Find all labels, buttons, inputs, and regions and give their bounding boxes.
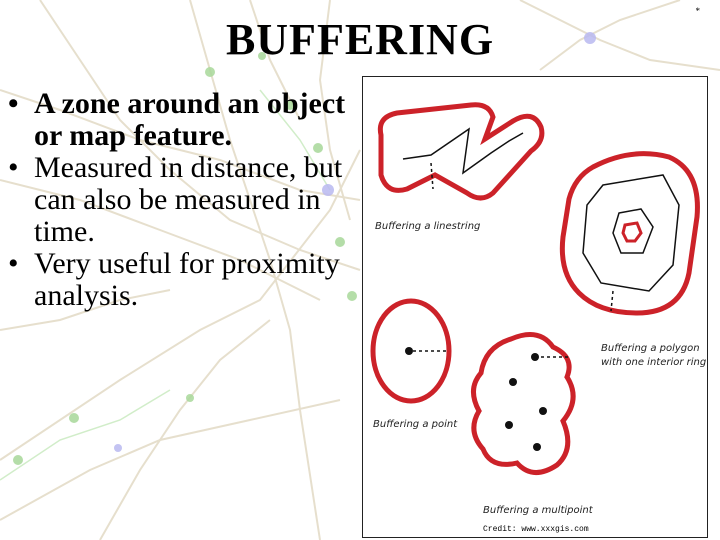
bullet-item <box>8 152 358 248</box>
caption-polygon-ring: with one interior ring <box>601 357 707 368</box>
multipoint-feature <box>533 443 541 451</box>
bullet-glyph: • <box>8 151 19 184</box>
multipoint-feature <box>531 353 539 361</box>
point-feature <box>405 347 413 355</box>
bullet-list <box>8 88 358 312</box>
multipoint-feature <box>505 421 513 429</box>
bullet-glyph: • <box>8 87 19 120</box>
bullet-text: Very useful for proximity analysis. <box>34 247 340 312</box>
slide-number: * <box>695 6 700 16</box>
buffering-diagram <box>363 77 707 537</box>
polygon-buffer <box>562 154 697 313</box>
bullet-text: A zone around an object or map feature. <box>34 87 346 152</box>
polygon-feature <box>583 175 679 291</box>
caption-point: Buffering a point <box>373 419 458 430</box>
interior-ring-feature <box>613 209 653 253</box>
buffering-figure <box>362 76 708 538</box>
bullet-item <box>8 248 358 312</box>
interior-ring-buffer <box>623 223 641 241</box>
bullet-text: Measured in distance, but can also be measured in time. <box>34 151 343 248</box>
multipoint-feature <box>509 378 517 386</box>
multipoint-feature <box>539 407 547 415</box>
caption-linestring: Buffering a linestring <box>375 221 481 232</box>
linestring-feature <box>403 129 523 173</box>
figure-credit: Credit: www.xxxgis.com <box>483 525 589 534</box>
linestring-buffer <box>380 105 542 198</box>
bullet-glyph: • <box>8 247 19 280</box>
caption-polygon: Buffering a polygon <box>601 343 700 354</box>
slide-title: BUFFERING <box>225 15 495 64</box>
multipoint-buffer <box>473 335 573 473</box>
caption-multipoint: Buffering a multipoint <box>483 505 593 516</box>
bullet-item <box>8 88 358 152</box>
